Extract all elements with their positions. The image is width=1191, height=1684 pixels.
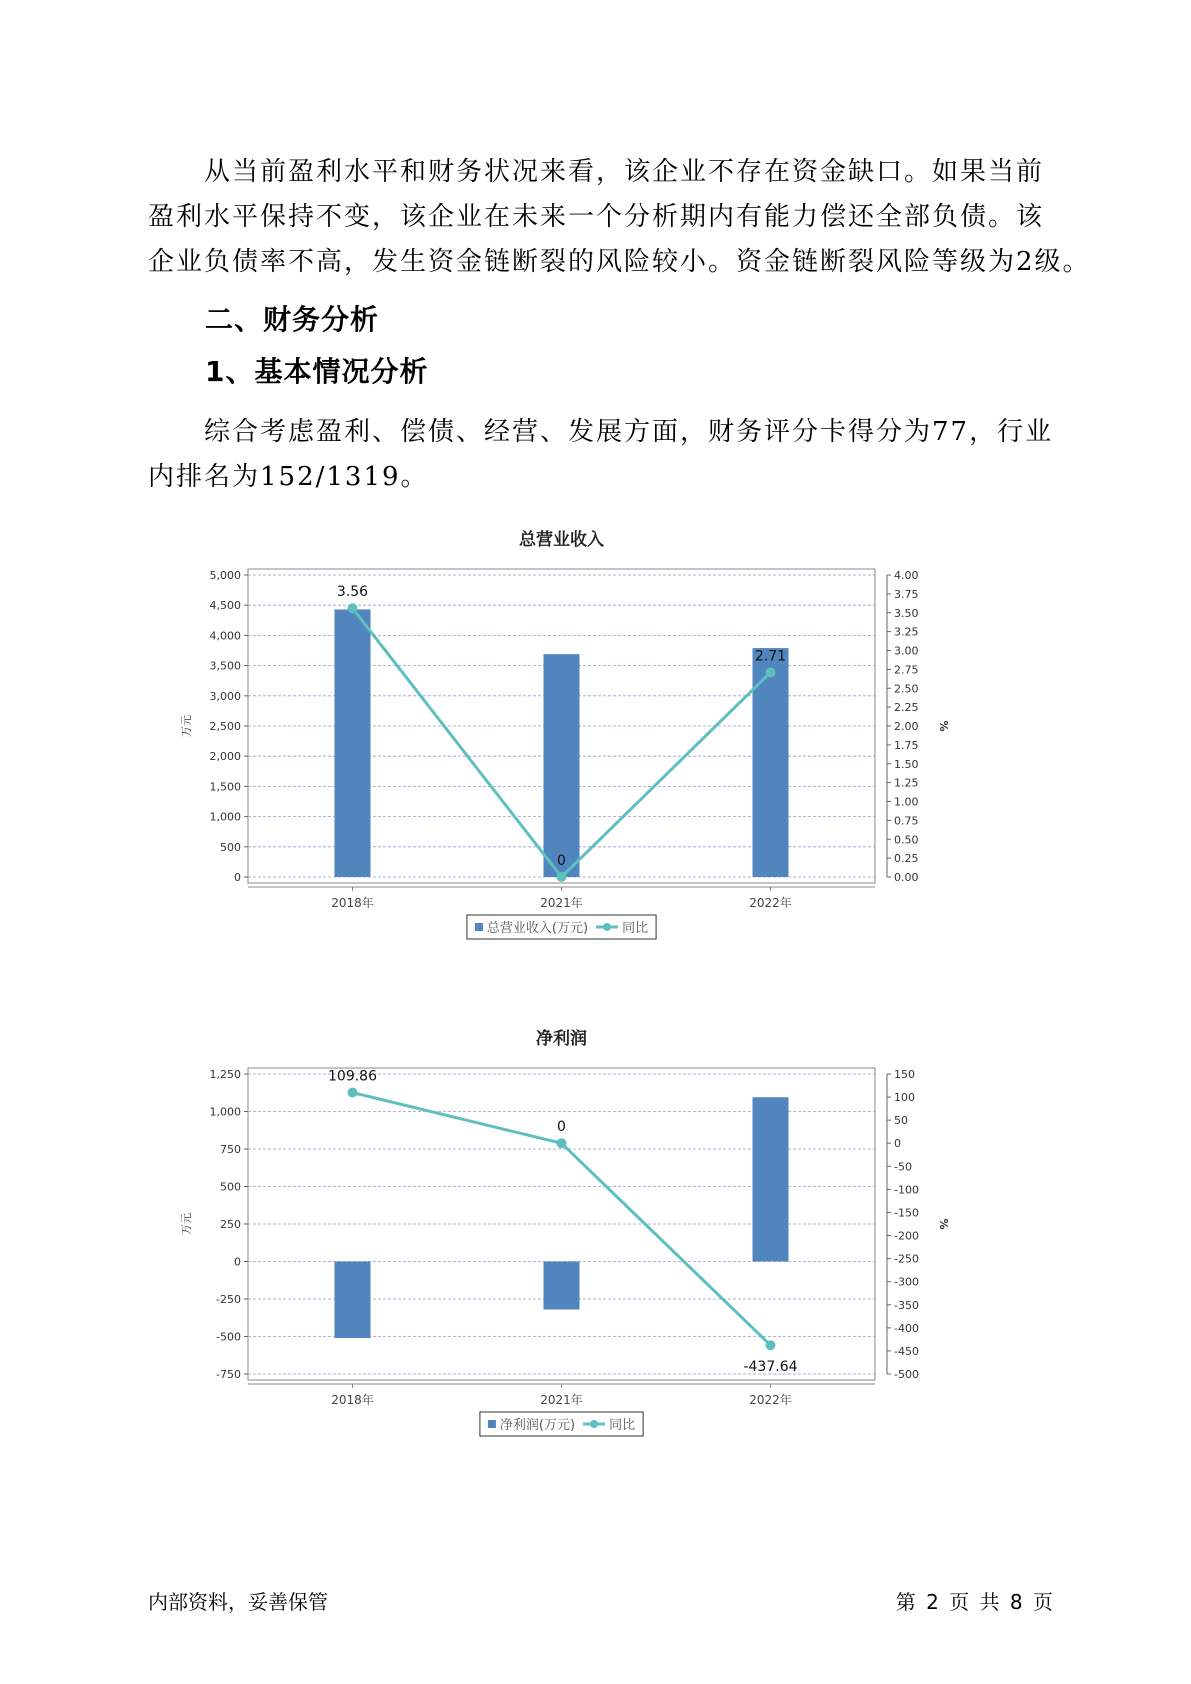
net-profit-chart-svg bbox=[170, 1022, 1030, 1492]
left-tick-label: 500 bbox=[220, 1180, 241, 1194]
right-tick-label: 1.00 bbox=[894, 795, 919, 809]
subsection-title: 1、基本情况分析 bbox=[205, 355, 429, 388]
right-tick-label: -300 bbox=[894, 1275, 919, 1289]
yoy-point bbox=[557, 872, 567, 882]
right-axis-label: % bbox=[937, 1218, 950, 1230]
left-tick-label: 750 bbox=[220, 1143, 241, 1156]
right-tick-label: -100 bbox=[894, 1183, 919, 1197]
left-tick-label: 3,500 bbox=[209, 659, 241, 673]
x-tick-label: 2022年 bbox=[749, 1393, 792, 1407]
right-tick-label: 2.50 bbox=[894, 682, 919, 696]
yoy-point bbox=[348, 603, 358, 613]
right-tick-label: 150 bbox=[894, 1068, 915, 1081]
footer-page-number: 第 2 页 共 8 页 bbox=[895, 1590, 1053, 1614]
right-tick-label: -50 bbox=[894, 1160, 912, 1174]
left-tick-label: 0 bbox=[234, 871, 241, 884]
right-tick-label: 3.75 bbox=[894, 587, 919, 601]
left-tick-label: 0 bbox=[234, 1255, 241, 1269]
left-axis-label: 万元 bbox=[180, 1213, 193, 1235]
right-tick-label: -500 bbox=[894, 1368, 919, 1381]
chart-title: 总营业收入 bbox=[519, 530, 604, 550]
bar bbox=[544, 654, 580, 877]
left-tick-label: 1,250 bbox=[209, 1068, 241, 1081]
right-tick-label: -150 bbox=[894, 1206, 919, 1220]
right-tick-label: -400 bbox=[894, 1321, 919, 1335]
right-tick-label: 4.00 bbox=[894, 569, 919, 582]
data-label: 0 bbox=[557, 853, 566, 869]
revenue-chart-svg bbox=[170, 525, 1030, 985]
bar bbox=[335, 1262, 371, 1339]
left-tick-label: 1,000 bbox=[209, 810, 241, 824]
right-tick-label: -350 bbox=[894, 1298, 919, 1312]
right-tick-label: -450 bbox=[894, 1344, 919, 1358]
left-tick-label: 5,000 bbox=[209, 569, 241, 582]
yoy-point bbox=[766, 667, 776, 677]
left-tick-label: 1,500 bbox=[209, 780, 241, 794]
left-tick-label: 3,000 bbox=[209, 689, 241, 703]
x-tick-label: 2022年 bbox=[749, 896, 792, 910]
intro-line: 从当前盈利水平和财务状况来看，该企业不存在资金缺口。如果当前 bbox=[204, 157, 1045, 187]
legend-bar-label: 总营业收入(万元) bbox=[486, 921, 589, 936]
right-tick-label: 1.50 bbox=[894, 757, 919, 771]
yoy-point bbox=[557, 1138, 567, 1148]
right-axis-label: % bbox=[937, 720, 950, 732]
intro-paragraph bbox=[148, 150, 1091, 285]
intro-line: 盈利水平保持不变，该企业在未来一个分析期内有能力偿还全部负债。该 bbox=[148, 202, 1045, 232]
right-tick-label: 0.25 bbox=[894, 852, 919, 866]
data-label: 3.56 bbox=[336, 584, 369, 601]
right-tick-label: -250 bbox=[894, 1252, 919, 1266]
data-label: 2.71 bbox=[754, 648, 787, 665]
footer-confidential: 内部资料，妥善保管 bbox=[148, 1590, 328, 1614]
legend-line-label: 同比 bbox=[609, 1418, 636, 1433]
bar bbox=[753, 648, 789, 877]
chart-title: 净利润 bbox=[536, 1029, 587, 1049]
right-tick-label: 1.75 bbox=[894, 738, 919, 752]
bar bbox=[753, 1097, 789, 1261]
right-tick-label: 3.50 bbox=[894, 606, 919, 620]
left-tick-label: 2,000 bbox=[209, 750, 241, 764]
left-tick-label: 2,500 bbox=[209, 720, 241, 733]
yoy-point bbox=[348, 1088, 358, 1098]
right-tick-label: 0.00 bbox=[894, 871, 919, 884]
data-label: 109.86 bbox=[328, 1068, 377, 1085]
intro-line: 企业负债率不高，发生资金链断裂的风险较小。资金链断裂风险等级为2级。 bbox=[148, 247, 1091, 277]
left-axis-label: 万元 bbox=[180, 715, 193, 737]
left-tick-label: -750 bbox=[216, 1368, 241, 1381]
right-tick-label: 50 bbox=[894, 1114, 908, 1128]
legend-bar-swatch bbox=[475, 923, 483, 931]
legend-line-label: 同比 bbox=[622, 921, 649, 936]
right-tick-label: 2.00 bbox=[894, 720, 919, 733]
summary-line: 内排名为152/1319。 bbox=[148, 462, 429, 492]
right-tick-label: 2.75 bbox=[894, 663, 919, 677]
x-tick-label: 2021年 bbox=[540, 896, 583, 910]
left-tick-label: 250 bbox=[220, 1218, 241, 1231]
right-tick-label: 3.00 bbox=[894, 644, 919, 658]
x-tick-label: 2018年 bbox=[331, 896, 374, 910]
section-title: 二、财务分析 bbox=[205, 303, 380, 336]
net-profit-chart bbox=[170, 1022, 1030, 1496]
legend-bar-label: 净利润(万元) bbox=[499, 1418, 576, 1433]
legend-line-marker bbox=[590, 1420, 598, 1428]
summary-paragraph bbox=[148, 410, 1053, 500]
data-label: -437.64 bbox=[743, 1359, 798, 1376]
left-tick-label: 4,000 bbox=[209, 629, 241, 643]
x-tick-label: 2018年 bbox=[331, 1393, 374, 1407]
revenue-chart bbox=[170, 525, 1030, 989]
left-tick-label: 1,000 bbox=[209, 1105, 241, 1119]
yoy-point bbox=[766, 1340, 776, 1350]
left-tick-label: -500 bbox=[216, 1330, 241, 1344]
legend-bar-swatch bbox=[488, 1420, 496, 1428]
right-tick-label: 1.25 bbox=[894, 776, 919, 790]
right-tick-label: 0.75 bbox=[894, 814, 919, 828]
bar bbox=[544, 1262, 580, 1310]
right-tick-label: 0.50 bbox=[894, 833, 919, 847]
left-tick-label: -250 bbox=[216, 1293, 241, 1306]
left-tick-label: 4,500 bbox=[209, 599, 241, 613]
right-tick-label: 0 bbox=[894, 1137, 901, 1151]
right-tick-label: 100 bbox=[894, 1091, 915, 1105]
right-tick-label: 2.25 bbox=[894, 701, 919, 715]
data-label: 0 bbox=[557, 1119, 566, 1136]
right-tick-label: -200 bbox=[894, 1229, 919, 1243]
legend-line-marker bbox=[603, 923, 611, 931]
right-tick-label: 3.25 bbox=[894, 625, 919, 639]
x-tick-label: 2021年 bbox=[540, 1393, 583, 1407]
left-tick-label: 500 bbox=[220, 840, 241, 854]
summary-line: 综合考虑盈利、偿债、经营、发展方面，财务评分卡得分为77，行业 bbox=[204, 417, 1054, 447]
bar bbox=[335, 609, 371, 877]
